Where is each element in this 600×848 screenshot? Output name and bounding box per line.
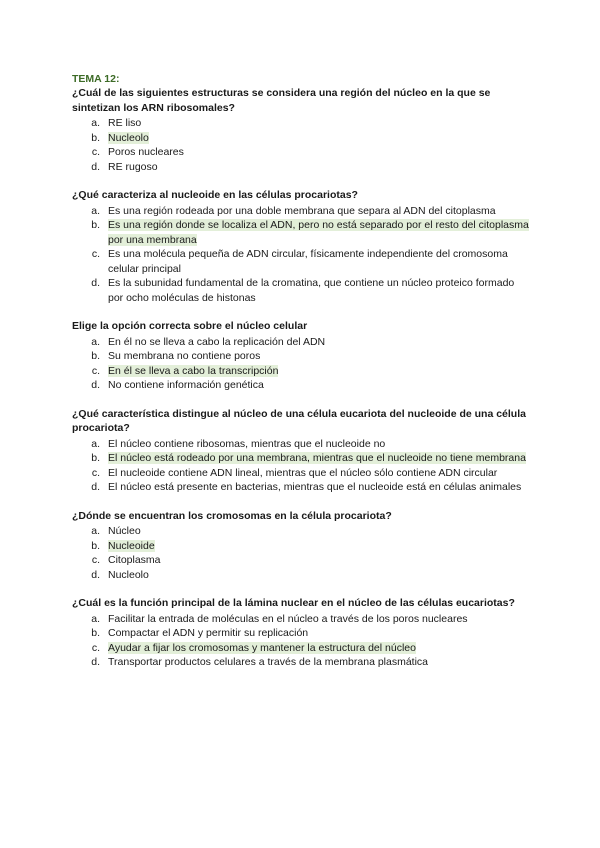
option-item [72,247,532,276]
topic-heading: TEMA 12: [72,73,120,85]
question-text: ¿Dónde se encuentran los cromosomas en la célula procariota? [72,509,392,522]
option-item [72,655,532,670]
option-text: Es la subunidad fundamental de la cromatina, que contiene un núcleo proteico formado por ocho moléculas de histonas [108,277,515,304]
option-text-wrapper [108,378,532,393]
question-block [72,407,532,495]
option-text-wrapper [108,116,532,131]
option-item-correct [72,451,532,466]
option-item [72,480,532,495]
option-text: Su membrana no contiene poros [108,350,261,362]
option-letter: a. [91,335,100,348]
option-text-wrapper [108,451,532,466]
option-item [72,276,532,305]
option-text-wrapper [108,204,532,219]
option-text-wrapper [108,626,532,641]
option-text: Es una región donde se localiza el ADN, pero no está separado por el resto del citoplasma por una membrana [108,219,529,246]
option-text-wrapper [108,539,532,554]
option-item [72,612,532,627]
question-text: Elige la opción correcta sobre el núcleo celular [72,320,308,332]
option-item [72,349,532,364]
option-item-correct [72,539,532,554]
option-letter: d. [91,568,100,581]
option-text: No contiene información genética [108,379,264,391]
option-text-wrapper [108,218,532,247]
option-letter: d. [91,656,100,668]
option-text: El núcleo está presente en bacterias, mientras que el nucleoide está en células animales [108,481,522,493]
question-list [72,86,532,670]
option-text: El núcleo contiene ribosomas, mientras que el nucleoide no [108,437,386,450]
option-letter: c. [91,364,100,377]
option-item-correct [72,218,532,247]
option-letter: c. [91,466,100,479]
option-letter: b. [91,350,100,362]
option-item [72,466,532,481]
option-text-wrapper [108,349,532,364]
option-item [72,568,532,583]
option-list [72,612,532,670]
option-item [72,160,532,175]
option-text-wrapper [108,480,532,495]
option-letter: b. [91,219,100,231]
option-letter: a. [91,525,100,537]
option-text-wrapper [108,131,532,146]
question-text: ¿Qué característica distingue al núcleo de una célula eucariota del nucleoide de una célula procariota? [72,407,526,434]
option-letter: b. [91,539,100,552]
option-item-correct [72,364,532,379]
option-letter: c. [91,554,100,566]
option-item [72,437,532,452]
option-letter: d. [91,277,100,289]
option-letter: c. [91,641,100,654]
option-text: Es una región rodeada por una doble membrana que separa al ADN del citoplasma [108,204,496,217]
option-text-wrapper [108,364,532,379]
option-text-wrapper [108,612,532,627]
option-text: El nucleoide contiene ADN lineal, mientras que el núcleo sólo contiene ADN circular [108,466,498,479]
option-letter: a. [91,612,100,625]
option-text-wrapper [108,466,532,481]
option-letter: b. [91,131,100,144]
option-text: En él no se lleva a cabo la replicación del ADN [108,335,326,348]
question-text: ¿Cuál es la función principal de la lámina nuclear en el núcleo de las células eucariotas? [72,597,515,609]
option-item [72,378,532,393]
question-block [72,509,532,583]
option-text: Transportar productos celulares a través de la membrana plasmática [108,656,429,668]
option-letter: d. [91,160,100,173]
option-list [72,335,532,393]
option-text: Citoplasma [108,554,161,566]
question-block [72,86,532,174]
option-text-wrapper [108,641,532,656]
option-text-wrapper [108,553,532,568]
option-item [72,335,532,350]
option-text: Ayudar a fijar los cromosomas y mantener la estructura del núcleo [108,641,416,654]
option-text: Nucleolo [108,568,149,581]
option-letter: c. [91,146,100,158]
option-text: Núcleo [108,525,141,537]
option-text-wrapper [108,335,532,350]
option-item-correct [72,131,532,146]
question-block [72,188,532,305]
option-text: Facilitar la entrada de moléculas en el núcleo a través de los poros nucleares [108,612,468,625]
option-letter: a. [91,437,100,450]
option-text-wrapper [108,276,532,305]
option-item [72,204,532,219]
option-letter: c. [91,248,100,260]
option-text: Compactar el ADN y permitir su replicación [108,627,309,639]
option-text-wrapper [108,437,532,452]
option-item [72,626,532,641]
option-text: RE rugoso [108,160,158,173]
option-item [72,145,532,160]
option-text: Poros nucleares [108,146,184,158]
option-list [72,116,532,174]
option-item [72,116,532,131]
question-block [72,596,532,670]
document-page [72,72,532,684]
option-item-correct [72,641,532,656]
option-text-wrapper [108,160,532,175]
option-text-wrapper [108,524,532,539]
option-letter: b. [91,452,100,464]
option-letter: d. [91,379,100,391]
option-text-wrapper [108,655,532,670]
option-text: En él se lleva a cabo la transcripción [108,364,279,377]
option-text: RE liso [108,117,142,129]
option-letter: a. [91,117,100,129]
option-list [72,437,532,495]
option-letter: a. [91,204,100,217]
option-letter: d. [91,481,100,493]
option-list [72,204,532,306]
option-text: Nucleoide [108,539,155,552]
question-block [72,319,532,393]
question-text: ¿Qué caracteriza al nucleoide en las células procariotas? [72,189,358,201]
option-text: Es una molécula pequeña de ADN circular, físicamente independiente del cromosoma celular principal [108,248,508,275]
option-item [72,553,532,568]
option-text: El núcleo está rodeado por una membrana, mientras que el nucleoide no tiene membrana [108,452,526,464]
option-list [72,524,532,582]
option-letter: b. [91,627,100,639]
option-text-wrapper [108,247,532,276]
option-item [72,524,532,539]
option-text: Nucleolo [108,131,149,144]
option-text-wrapper [108,568,532,583]
option-text-wrapper [108,145,532,160]
question-text: ¿Cuál de las siguientes estructuras se considera una región del núcleo en la que se sintetizan los ARN ribosomales? [72,87,491,114]
